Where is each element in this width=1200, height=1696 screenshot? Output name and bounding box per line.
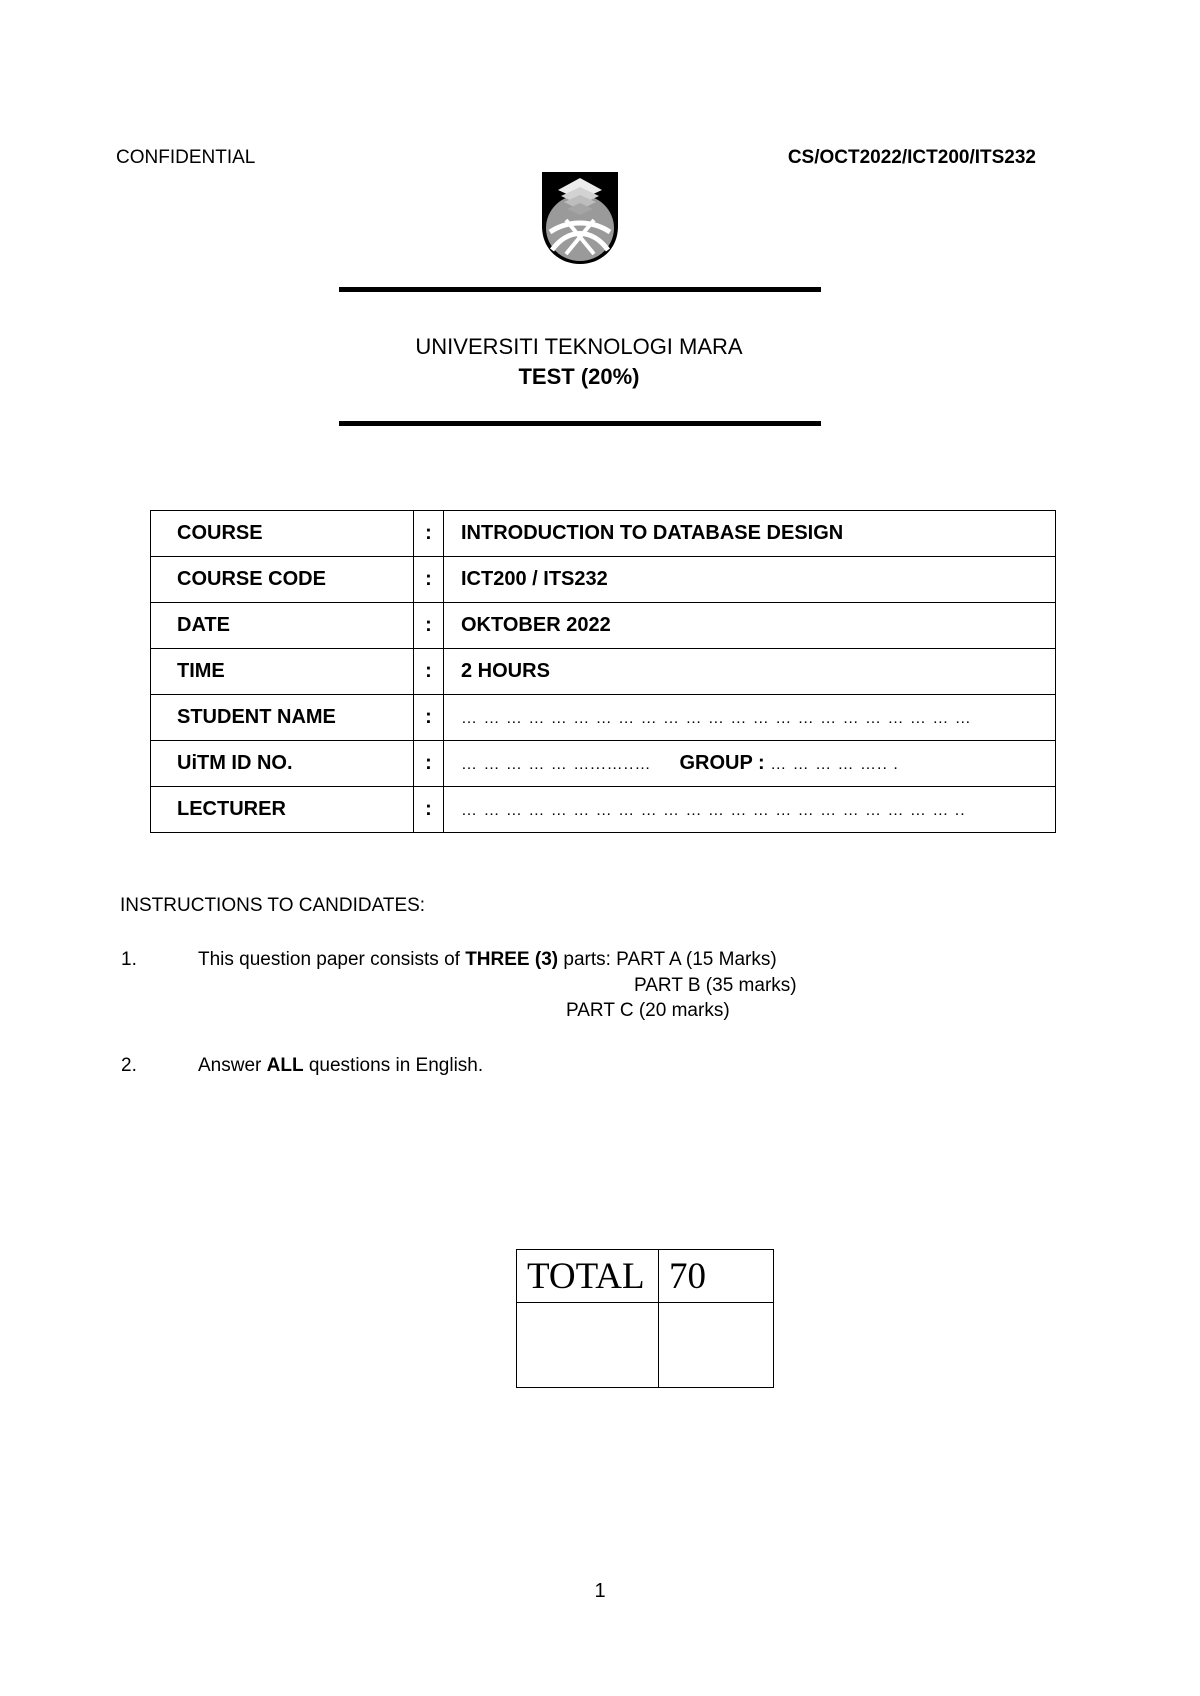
row-label: TIME	[151, 649, 414, 695]
total-marks-box	[516, 1249, 774, 1388]
course-info-table	[150, 510, 1056, 833]
instruction-item-1	[198, 949, 777, 971]
score-cell	[659, 1303, 774, 1388]
total-label: TOTAL	[517, 1250, 659, 1303]
bottom-divider	[339, 421, 821, 426]
row-separator: :	[414, 603, 444, 649]
row-value: INTRODUCTION TO DATABASE DESIGN	[444, 511, 1056, 557]
page-number: 1	[594, 1580, 606, 1602]
instruction-text: questions in English.	[303, 1055, 484, 1076]
row-value: OKTOBER 2022	[444, 603, 1056, 649]
student-name-blank: … … … … … … … … … … … … … … … … … … … … … … …	[461, 710, 972, 727]
row-separator: :	[414, 787, 444, 833]
row-value: 2 HOURS	[444, 649, 1056, 695]
instruction-text: parts: PART A (15 Marks)	[558, 949, 777, 970]
table-row	[151, 787, 1056, 833]
table-row	[517, 1303, 774, 1388]
row-label: COURSE CODE	[151, 557, 414, 603]
table-row	[517, 1250, 774, 1303]
row-separator: :	[414, 511, 444, 557]
instruction-text: Answer	[198, 1055, 267, 1076]
instruction-number: 1.	[121, 949, 137, 970]
uitm-id-blank: … … … … … …...…..…	[461, 756, 652, 773]
score-cell	[517, 1303, 659, 1388]
row-value: ICT200 / ITS232	[444, 557, 1056, 603]
student-name-field	[444, 695, 1056, 741]
table-row	[151, 649, 1056, 695]
university-name: UNIVERSITI TEKNOLOGI MARA	[415, 334, 743, 359]
lecturer-blank: … … … … … … … … … … … … … … … … … … … … … … ..	[461, 802, 966, 819]
table-row	[151, 695, 1056, 741]
instruction-emphasis: THREE (3)	[465, 949, 559, 970]
confidential-label: CONFIDENTIAL	[116, 147, 256, 168]
row-separator: :	[414, 557, 444, 603]
row-separator: :	[414, 741, 444, 787]
total-value: 70	[659, 1250, 774, 1303]
test-title: TEST (20%)	[518, 364, 640, 389]
instruction-emphasis: ALL	[266, 1055, 304, 1076]
row-label: COURSE	[151, 511, 414, 557]
group-label: GROUP :	[679, 752, 765, 774]
instructions-heading: INSTRUCTIONS TO CANDIDATES:	[120, 895, 426, 916]
row-label: DATE	[151, 603, 414, 649]
instruction-text: This question paper consists of	[198, 949, 466, 970]
row-label: UiTM ID NO.	[151, 741, 414, 787]
table-row	[151, 511, 1056, 557]
row-separator: :	[414, 649, 444, 695]
table-row	[151, 557, 1056, 603]
table-row	[151, 603, 1056, 649]
row-label: LECTURER	[151, 787, 414, 833]
part-c-marks: PART C (20 marks)	[566, 1000, 730, 1021]
row-label: STUDENT NAME	[151, 695, 414, 741]
university-crest-icon	[540, 170, 620, 266]
id-group-field	[444, 741, 1056, 787]
instruction-item-2	[198, 1055, 483, 1077]
row-separator: :	[414, 695, 444, 741]
instruction-number: 2.	[121, 1055, 137, 1076]
group-blank: … … … … ….. .	[770, 756, 899, 773]
paper-code: CS/OCT2022/ICT200/ITS232	[787, 147, 1036, 168]
lecturer-field	[444, 787, 1056, 833]
top-divider	[339, 287, 821, 292]
table-row	[151, 741, 1056, 787]
part-b-marks: PART B (35 marks)	[634, 975, 797, 996]
